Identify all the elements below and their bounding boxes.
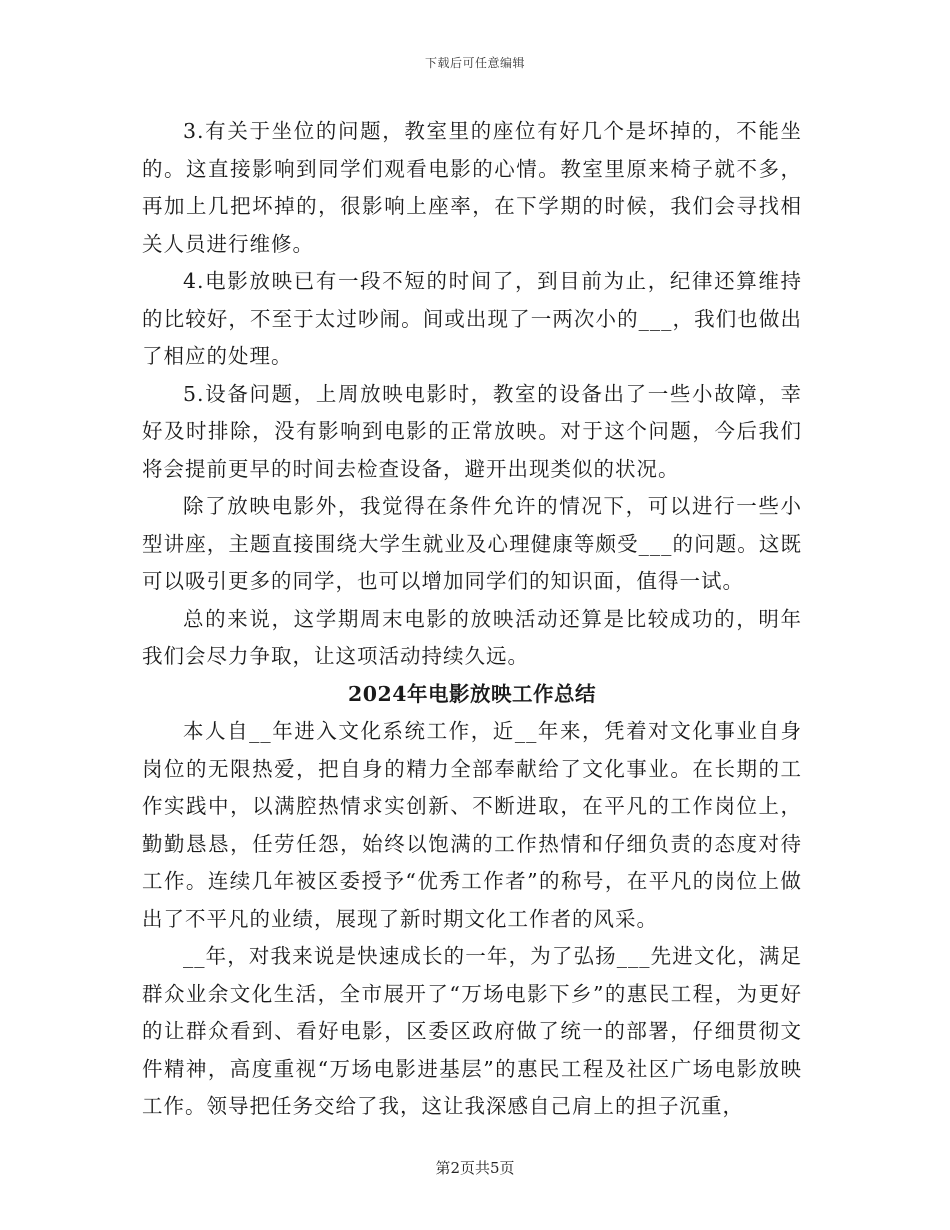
paragraph-year-growth: __年，对我来说是快速成长的一年，为了弘扬___先进文化，满足群众业余文化生活，全市展开了“万场电影下乡”的惠民工程，为更好的让群众看到、看好电影，区委区政府做了统一的部署，仔细贯彻文件精神，高度重视“万场电影进基层”的惠民工程及社区广场电影放映工作。领导把任务交给了我，这让我深感自己肩上的担子沉重， — [142, 944, 802, 1118]
page-header: 下载后可任意编辑 — [424, 56, 525, 70]
paragraph-discipline: 4.电影放映已有一段不短的时间了，到目前为止，纪律还算维持的比较好，不至于太过吵闹。间或出现了一两次小的___，我们也做出了相应的处理。 — [142, 269, 802, 368]
page-number: 第2页共5页 — [435, 1159, 515, 1177]
paragraph-equipment: 5.设备问题，上周放映电影时，教室的设备出了一些小故障，幸好及时排除，没有影响到电影的正常放映。对于这个问题，今后我们将会提前更早的时间去检查设备，避开出现类似的状况。 — [142, 381, 802, 481]
paragraph-career-intro: 本人自__年进入文化系统工作，近__年来，凭着对文化事业自身岗位的无限热爱，把自身的精力全部奉献给了文化事业。在长期的工作实践中，以满腔热情求实创新、不断进取，在平凡的工作岗位上，勤勤恳恳，任劳任怨，始终以饱满的工作热情和仔细负责的态度对待工作。连续几年被区委授予“优秀工作者”的称号，在平凡的岗位上做出了不平凡的业绩，展现了新时期文化工作者的风采。 — [142, 719, 802, 931]
document-body — [142, 113, 802, 1126]
section-title: 2024年电影放映工作总结 — [347, 681, 597, 706]
paragraph-seat-issue: 3.有关于坐位的问题，教室里的座位有好几个是坏掉的，不能坐的。这直接影响到同学们观看电影的心情。教室里原来椅子就不多，再加上几把坏掉的，很影响上座率，在下学期的时候，我们会寻找相关人员进行维修。 — [142, 119, 802, 256]
paragraph-lectures: 除了放映电影外，我觉得在条件允许的情况下，可以进行一些小型讲座，主题直接围绕大学生就业及心理健康等颇受___的问题。这既可以吸引更多的同学，也可以增加同学们的知识面，值得一试。 — [142, 494, 802, 593]
paragraph-summary: 总的来说，这学期周末电影的放映活动还算是比较成功的，明年我们会尽力争取，让这项活动持续久远。 — [142, 606, 802, 668]
